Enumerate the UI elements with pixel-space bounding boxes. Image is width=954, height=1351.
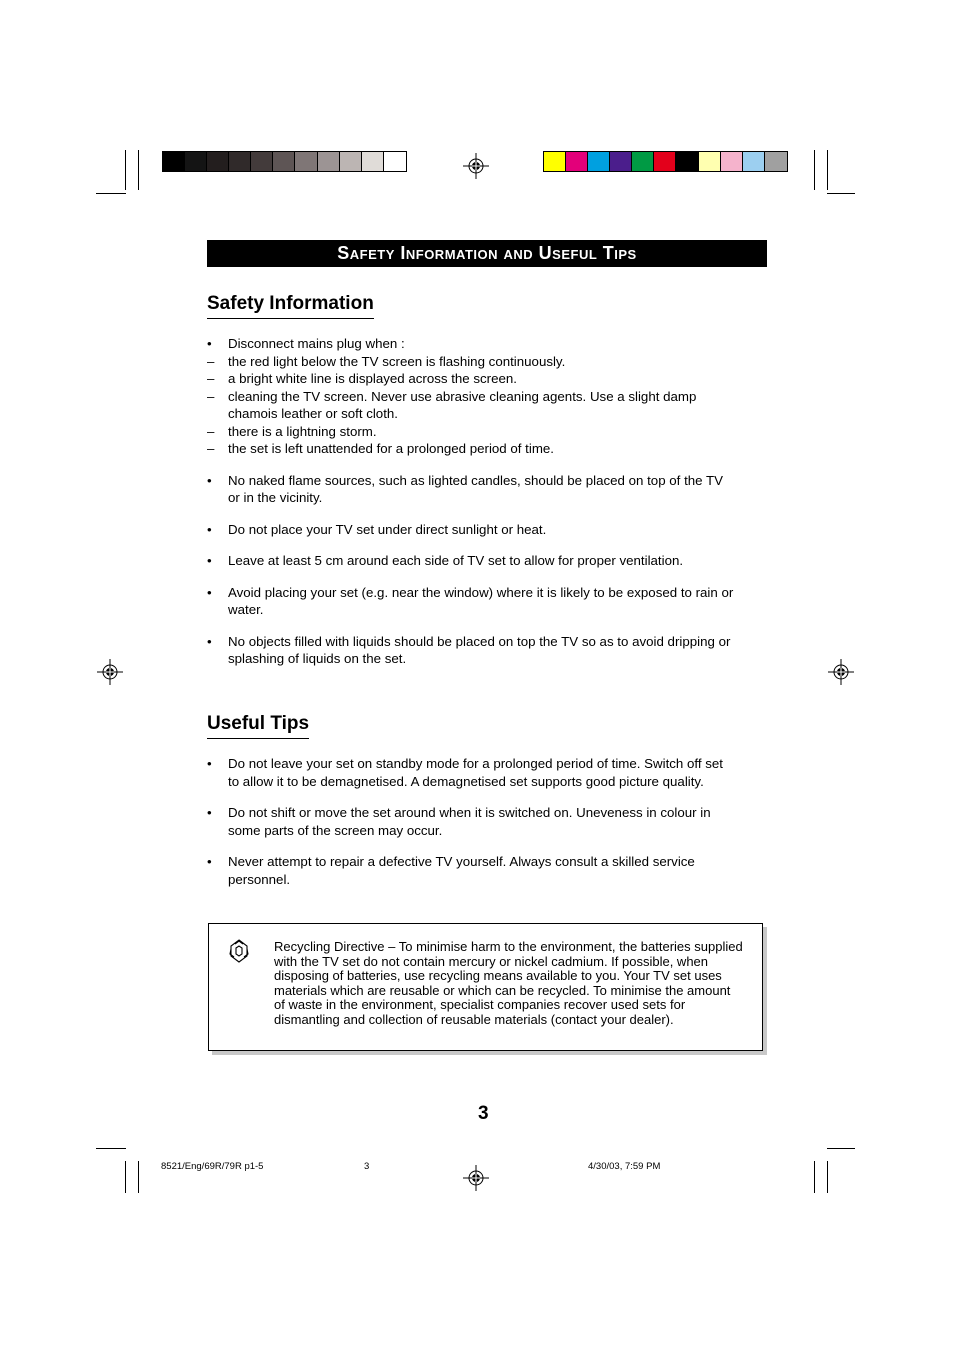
- page-number: 3: [478, 1103, 489, 1124]
- color-swatch: [610, 152, 632, 171]
- safety-list: [207, 335, 737, 668]
- bullet-marker: •: [207, 472, 212, 488]
- list-item-text: Do not shift or move the set around when it is switched on. Uneveness in colour in some parts of the screen may occur.: [228, 805, 711, 838]
- list-item: [207, 853, 737, 888]
- bullet-marker: •: [207, 336, 212, 351]
- safety-heading: Safety Information: [207, 293, 374, 319]
- list-item: [207, 353, 737, 371]
- bullet-marker: •: [207, 854, 212, 869]
- recycling-text: Recycling Directive – To minimise harm to the environment, the batteries supplied with the TV set do not contain mercury or nickel cadmium. If possible, when disposing of batteries, use recycling means available to you. Your TV set uses materials which are reusable or which can be recycled. To minimise the amount of waste in the environment, specialist companies recover used sets for dismantling and collection of reusable materials (contact your dealer).: [274, 939, 743, 1027]
- list-item-text: a bright white line is displayed across the screen.: [228, 371, 517, 386]
- color-calibration-bar: [543, 151, 788, 172]
- color-swatch: [251, 152, 273, 171]
- list-item: [207, 370, 737, 388]
- list-item-text: Disconnect mains plug when :: [228, 336, 405, 351]
- list-item: [207, 633, 737, 668]
- color-swatch: [699, 152, 721, 171]
- color-swatch: [318, 152, 340, 171]
- bullet-marker: –: [207, 441, 215, 456]
- list-item-text: the red light below the TV screen is flashing continuously.: [228, 353, 566, 369]
- color-swatch: [566, 152, 588, 171]
- color-swatch: [185, 152, 207, 171]
- bullet-marker: –: [207, 371, 215, 386]
- list-item-text: cleaning the TV screen. Never use abrasive cleaning agents. Use a slight damp chamois leather or soft cloth.: [228, 388, 697, 421]
- list-item: [207, 335, 737, 353]
- registration-mark-icon: [97, 659, 123, 685]
- list-item-text: No objects filled with liquids should be placed on top the TV so as to avoid dripping or splashing of liquids on the set.: [228, 633, 731, 666]
- bullet-marker: •: [207, 756, 212, 771]
- registration-mark-icon: [463, 1165, 489, 1191]
- list-item-text: Never attempt to repair a defective TV yourself. Always consult a skilled service personnel.: [228, 854, 695, 887]
- list-item: [207, 423, 737, 441]
- bullet-marker: –: [207, 423, 215, 439]
- bullet-marker: •: [207, 633, 212, 649]
- color-swatch: [362, 152, 384, 171]
- color-swatch: [295, 152, 317, 171]
- footer-timestamp: 4/30/03, 7:59 PM: [588, 1161, 661, 1172]
- list-item-text: Do not place your TV set under direct sunlight or heat.: [228, 521, 547, 537]
- list-item-text: Leave at least 5 cm around each side of TV set to allow for proper ventilation.: [228, 553, 684, 568]
- color-swatch: [384, 152, 406, 171]
- list-item-text: there is a lightning storm.: [228, 423, 377, 439]
- registration-mark-icon: [828, 659, 854, 685]
- bullet-marker: –: [207, 388, 215, 404]
- color-swatch: [163, 152, 185, 171]
- list-item-text: Do not leave your set on standby mode for a prolonged period of time. Switch off set to allow it to be demagnetised. A demagnetised set supports good picture quality.: [228, 756, 723, 789]
- list-item: [207, 388, 737, 423]
- footer-filename: 8521/Eng/69R/79R p1-5: [161, 1161, 264, 1172]
- list-item-text: the set is left unattended for a prolonged period of time.: [228, 441, 554, 456]
- color-swatch: [340, 152, 362, 171]
- color-swatch: [544, 152, 566, 171]
- bullet-marker: •: [207, 521, 212, 537]
- registration-mark-icon: [463, 153, 489, 179]
- color-swatch: [588, 152, 610, 171]
- color-swatch: [229, 152, 251, 171]
- grayscale-calibration-bar: [162, 151, 407, 172]
- color-swatch: [743, 152, 765, 171]
- list-item: [207, 755, 737, 790]
- recycling-notice: [208, 923, 763, 1051]
- list-item: [207, 472, 737, 507]
- list-item: [207, 521, 737, 539]
- list-item-text: No naked flame sources, such as lighted candles, should be placed on top of the TV or in the vicinity.: [228, 472, 724, 505]
- color-swatch: [654, 152, 676, 171]
- list-item-text: Avoid placing your set (e.g. near the window) where it is likely to be exposed to rain or water.: [228, 584, 734, 617]
- list-item: [207, 440, 737, 458]
- recycle-icon: [226, 938, 252, 964]
- color-swatch: [207, 152, 229, 171]
- color-swatch: [765, 152, 787, 171]
- tips-heading: Useful Tips: [207, 713, 309, 739]
- list-item: [207, 804, 737, 839]
- list-item: [207, 584, 737, 619]
- tips-list: [207, 755, 737, 888]
- color-swatch: [721, 152, 743, 171]
- footer-page: 3: [364, 1161, 370, 1172]
- bullet-marker: •: [207, 584, 212, 600]
- list-item: [207, 552, 737, 570]
- color-swatch: [632, 152, 654, 171]
- bullet-marker: •: [207, 805, 212, 820]
- color-swatch: [676, 152, 698, 171]
- section-title-banner: Safety Information and Useful Tips: [207, 240, 767, 267]
- bullet-marker: •: [207, 553, 212, 568]
- color-swatch: [273, 152, 295, 171]
- bullet-marker: –: [207, 353, 215, 369]
